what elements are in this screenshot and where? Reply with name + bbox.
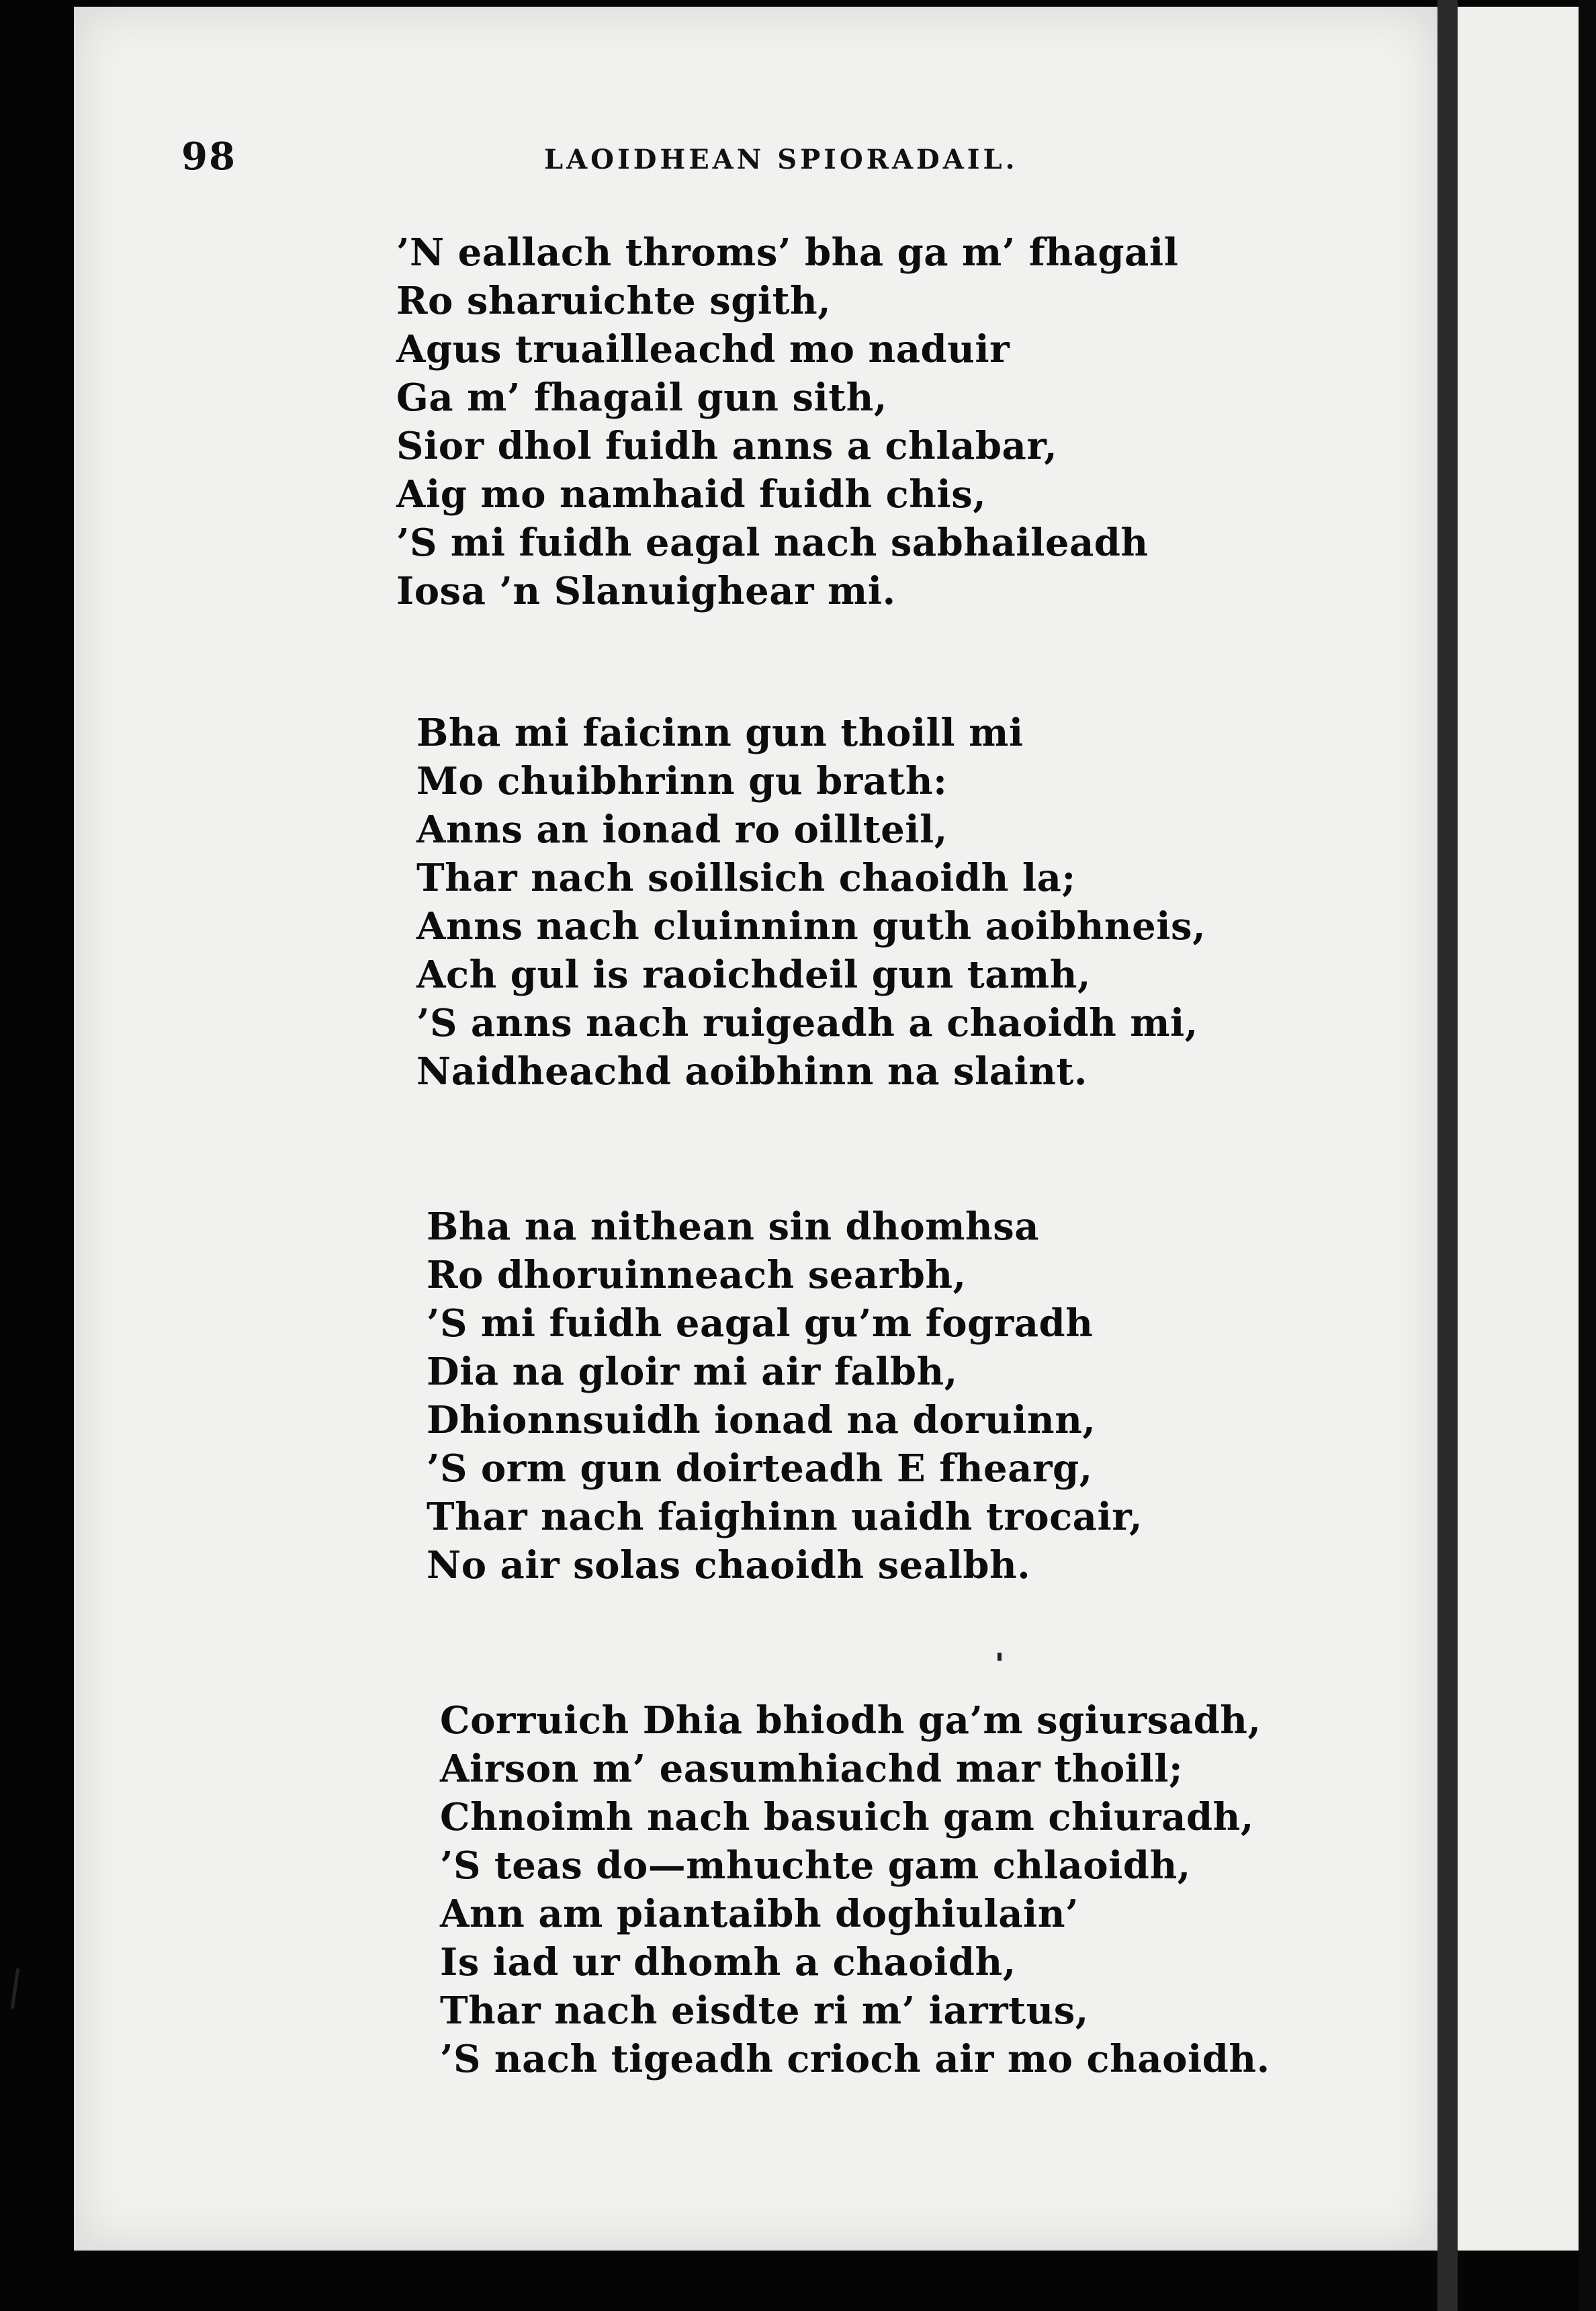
verse-line: Thar nach faighinn uaidh trocair, [427, 1495, 1143, 1539]
verse-line: Ann am piantaibh doghiulain’ [440, 1892, 1079, 1936]
stanza [440, 1696, 1270, 2083]
verse-line: ’S orm gun doirteadh E fhearg, [427, 1446, 1093, 1491]
verse-line: Anns nach cluinninn guth aoibhneis, [416, 904, 1206, 949]
stanza [396, 228, 1178, 615]
verse-line: Bha mi faicinn gun thoill mi [416, 711, 1024, 755]
verse-line: Naidheachd aoibhinn na slaint. [416, 1049, 1088, 1094]
verse-line: ’N eallach throms’ bha ga m’ fhagail [396, 230, 1179, 275]
verse-line: Aig mo namhaid fuidh chis, [396, 472, 987, 517]
running-title: LAOIDHEAN SPIORADAIL. [544, 144, 1018, 175]
verse-line: Thar nach soillsich chaoidh la; [416, 856, 1076, 900]
page-number: 98 [181, 134, 236, 179]
stanza [427, 1203, 1143, 1589]
verse-line: Dhionnsuidh ionad na doruinn, [427, 1398, 1096, 1442]
verse-line: Ach gul is raoichdeil gun tamh, [416, 953, 1091, 997]
scan-speck [998, 1653, 1002, 1661]
verse-line: Anns an ionad ro oillteil, [416, 808, 948, 852]
verse-line: Airson m’ easumhiachd mar thoill; [440, 1747, 1184, 1791]
verse-line: Mo chuibhrinn gu brath: [416, 759, 948, 803]
verse-line: Ro dhoruinneach searbh, [427, 1253, 967, 1297]
verse-line: Is iad ur dhomh a chaoidh, [440, 1940, 1016, 1985]
verse-line: Sior dhol fuidh anns a chlabar, [396, 424, 1058, 468]
verse-line: Corruich Dhia bhiodh ga’m sgiursadh, [440, 1698, 1261, 1743]
verse-line: ’S mi fuidh eagal gu’m fogradh [427, 1301, 1094, 1346]
verse-line: Thar nach eisdte ri m’ iarrtus, [440, 1989, 1089, 2033]
stanza [416, 709, 1206, 1096]
page-header [181, 134, 1404, 195]
page-gutter [1437, 0, 1458, 2311]
next-page-edge [1458, 7, 1579, 2251]
verse-line: Ro sharuichte sgith, [396, 279, 832, 323]
verse-line: ’S anns nach ruigeadh a chaoidh mi, [416, 1001, 1198, 1045]
verse-line: Bha na nithean sin dhomhsa [427, 1205, 1040, 1249]
verse-line: ’S nach tigeadh crioch air mo chaoidh. [440, 2037, 1270, 2081]
verse-line: Agus truailleachd mo naduir [396, 327, 1010, 372]
verse-line: Ga m’ fhagail gun sith, [396, 376, 887, 420]
verse-line: No air solas chaoidh sealbh. [427, 1543, 1031, 1587]
verse-line: Chnoimh nach basuich gam chiuradh, [440, 1795, 1254, 1839]
verse-line: Dia na gloir mi air falbh, [427, 1350, 958, 1394]
verse-line: ’S teas do—mhuchte gam chlaoidh, [440, 1843, 1191, 1888]
scan-right-border [1579, 0, 1596, 2311]
verse-line: Iosa ’n Slanuighear mi. [396, 569, 896, 613]
verse-line: ’S mi fuidh eagal nach sabhaileadh [396, 521, 1149, 565]
